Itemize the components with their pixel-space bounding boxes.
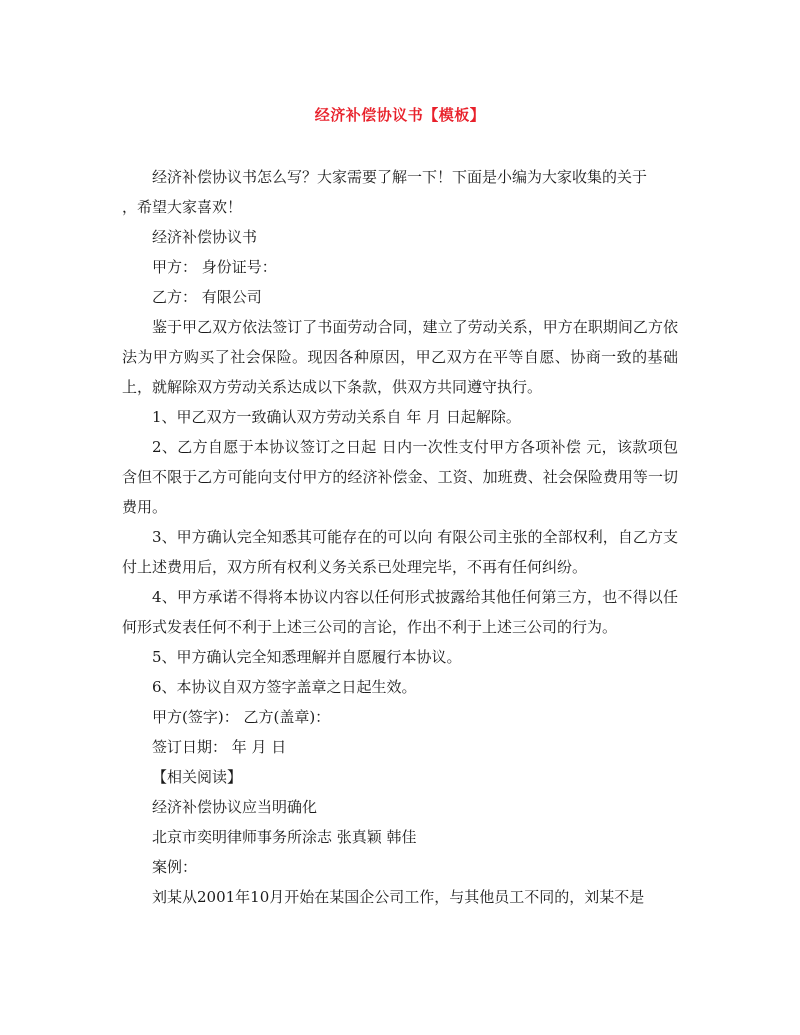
paragraph-preamble: 鉴于甲乙双方依法签订了书面劳动合同，建立了劳动关系，甲方在职期间乙方依法为甲方购买了社会保险。现因各种原因，甲乙双方在平等自愿、协商一致的基础上，就解除双方劳动关系达成以下条款，供双方共同遵守执行。 (122, 318, 678, 396)
paragraph-clause-2: 2、乙方自愿于本协议签订之日起 日内一次性支付甲方各项补偿 元，该款项包含但不限于乙方可能向支付甲方的经济补偿金、工资、加班费、社会保险费用等一切费用。 (122, 438, 678, 516)
paragraph-clause-6: 6、本协议自双方签字盖章之日起生效。 (152, 678, 417, 696)
paragraph-authors: 北京市奕明律师事务所涂志 张真颖 韩佳 (152, 828, 417, 846)
paragraph-subtitle: 经济补偿协议书 (152, 228, 258, 246)
paragraph-party-a: 甲方： 身份证号： (152, 258, 277, 276)
document-body (122, 162, 678, 912)
paragraph-related-title: 经济补偿协议应当明确化 (152, 798, 318, 816)
paragraph-intro: 经济补偿协议书怎么写？大家需要了解一下！下面是小编为大家收集的关于 (152, 168, 648, 186)
paragraph-intro-continued: ，希望大家喜欢！ (122, 198, 243, 216)
paragraph-related-reading: 【相关阅读】 (152, 768, 243, 786)
paragraph-clause-5: 5、甲方确认完全知悉理解并自愿履行本协议。 (152, 648, 462, 666)
paragraph-party-b: 乙方： 有限公司 (152, 288, 262, 306)
paragraph-clause-1: 1、甲乙双方一致确认双方劳动关系自 年 月 日起解除。 (152, 408, 521, 426)
paragraph-clause-4: 4、甲方承诺不得将本协议内容以任何形式披露给其他任何第三方，也不得以任何形式发表任何不利于上述三公司的言论，作出不利于上述三公司的行为。 (122, 588, 678, 636)
paragraph-case-text: 刘某从2001年10月开始在某国企公司工作，与其他员工不同的，刘某不是 (152, 888, 645, 906)
paragraph-signatures: 甲方(签字)： 乙方(盖章)： (152, 708, 331, 726)
paragraph-case-label: 案例： (152, 858, 198, 876)
document-title: 经济补偿协议书【模板】 (314, 106, 486, 124)
paragraph-sign-date: 签订日期： 年 月 日 (152, 738, 287, 756)
paragraph-clause-3: 3、甲方确认完全知悉其可能存在的可以向 有限公司主张的全部权利，自乙方支付上述费用后，双方所有权利义务关系已处理完毕，不再有任何纠纷。 (122, 528, 678, 576)
